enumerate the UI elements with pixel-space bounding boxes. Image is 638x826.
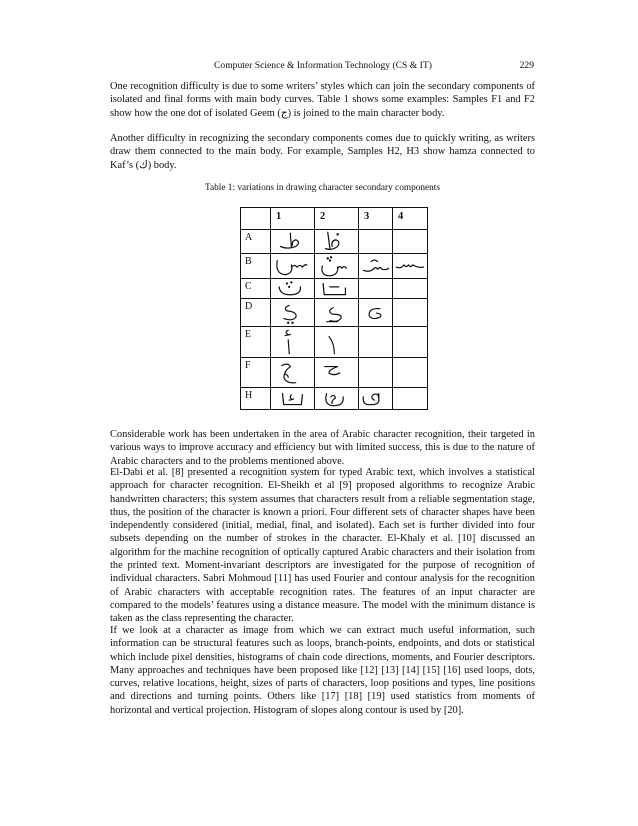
table-row: [241, 230, 428, 254]
sample-e1: [271, 327, 315, 358]
paragraph-2: Another difficulty in recognizing the secondary components comes due to quickly writing, as writers draw them connected to the main body. For example, Samples H2, H3 show hamza connected to Kaf’s (ك) body.: [110, 133, 535, 171]
row-label: H: [241, 388, 271, 410]
sample-f3: [359, 358, 393, 388]
column-header: 2: [315, 208, 359, 230]
table-row: [241, 254, 428, 279]
column-header: 3: [359, 208, 393, 230]
handwritten-kaf-hamza-alt-sample: [359, 388, 392, 409]
sample-d1: [271, 299, 315, 327]
handwritten-sheen-sample: [315, 254, 358, 278]
paragraph-4: El-Dabi et al. [8] presented a recognition system for typed Arabic text, which involves a statistical approach for character recognition. El-Sheikh et al [9] proposed algorithms to recognize Arabic handwritten characters; this system assumes that characters result from a reliable segmentation stage, thus, the position of the character is known a priori. Four different sets of character shapes have been independently considered (initial, medial, final, and isolated). Each set is further divided into four subsets depending on the number of strokes in the character. El-Khaly et al. [10] discussed an algorithm for the machine recognition of optically captured Arabic characters and their isolation from the printed text. Moment-invariant descriptors are investigated for the purpose of recognition of individual characters. Sabri Mohmoud [11] has used Fourier and contour analysis for the recognition of Arabic characters with acceptable recognition rates. The features of an input character are compared to the models’ features using a distance measure. The model with the minimum distance is taken as the class representing the character.: [110, 467, 535, 625]
table-header-row: [241, 208, 428, 230]
handwritten-sheen-medial-sample: [359, 254, 392, 278]
sample-a3: [359, 230, 393, 254]
row-label: A: [241, 230, 271, 254]
paragraph-1: One recognition difficulty is due to some writers’ styles which can join the secondary components of isolated and final forms with main body curves. Table 1 shows some examples: Samples F1 and F2 show how the one dot of isolated Geem (ج) is joined to the main character body.: [110, 81, 535, 119]
handwritten-tah-sample: [271, 230, 314, 253]
handwritten-kaf-sample: [271, 388, 314, 409]
row-label: D: [241, 299, 271, 327]
variations-table: [240, 207, 428, 410]
row-label: B: [241, 254, 271, 279]
header-corner-cell: [241, 208, 271, 230]
column-header: 1: [271, 208, 315, 230]
sample-a4: [393, 230, 428, 254]
handwritten-theh-sample: [271, 279, 314, 298]
handwritten-yeh-alt-sample: [359, 299, 392, 326]
sample-h1: [271, 388, 315, 410]
running-header: [112, 60, 534, 74]
sample-c3: [359, 279, 393, 299]
column-header: 4: [393, 208, 428, 230]
sample-h2: [315, 388, 359, 410]
sample-c4: [393, 279, 428, 299]
sample-d4: [393, 299, 428, 327]
table-row: [241, 388, 428, 410]
handwritten-alef-hamza-sample: [271, 327, 314, 357]
sample-h4: [393, 388, 428, 410]
table-caption: Table 1: variations in drawing character secondary components: [204, 183, 441, 193]
row-label: C: [241, 279, 271, 299]
handwritten-alef-sample: [315, 327, 358, 357]
sample-b1: [271, 254, 315, 279]
handwritten-geem-joined-sample: [315, 358, 358, 387]
handwritten-seen-medial-sample: [393, 254, 427, 278]
sample-d2: [315, 299, 359, 327]
sample-e2: [315, 327, 359, 358]
journal-title: Computer Science & Information Technology (CS & IT): [214, 60, 432, 71]
row-label: E: [241, 327, 271, 358]
sample-e4: [393, 327, 428, 358]
paragraph-3: Considerable work has been undertaken in the area of Arabic character recognition, their targeted in various ways to improve accuracy and efficiency but with limited success, this is due to the nature of Arabic characters and to the problems mentioned above.: [110, 429, 535, 467]
table-row: [241, 358, 428, 388]
sample-f2: [315, 358, 359, 388]
handwritten-teh-sample: [315, 279, 358, 298]
sample-f1: [271, 358, 315, 388]
handwritten-geem-sample: [271, 358, 314, 387]
page-number: 229: [519, 60, 534, 71]
sample-b2: [315, 254, 359, 279]
sample-a2: [315, 230, 359, 254]
sample-b4: [393, 254, 428, 279]
handwritten-zah-sample: [315, 230, 358, 253]
handwritten-yeh-sample: [271, 299, 314, 326]
row-label: F: [241, 358, 271, 388]
sample-c1: [271, 279, 315, 299]
handwritten-seen-sample: [271, 254, 314, 278]
sample-h3: [359, 388, 393, 410]
sample-b3: [359, 254, 393, 279]
paragraph-5: If we look at a character as image from which we can extract much useful information, such information can be structural features such as loops, branch-points, endpoints, and dots or statistical which include pixel densities, histograms of chain code directions, moments, and Fourier descriptors. Many approaches and techniques have been proposed like [12] [13] [14] [15] [16] used loops, dots, curves, relative locations, height, sizes of parts of characters, loop positions and types, line positions and directions and turning points. Others like [17] [18] [19] used statistics from moments of horizontal and vertical projection. Histogram of slopes along contour is used by [20].: [110, 625, 535, 716]
table-row: [241, 279, 428, 299]
table-row: [241, 299, 428, 327]
sample-c2: [315, 279, 359, 299]
handwritten-kaf-hamza-sample: [315, 388, 358, 409]
sample-d3: [359, 299, 393, 327]
sample-f4: [393, 358, 428, 388]
table-row: [241, 327, 428, 358]
handwritten-yeh-joined-sample: [315, 299, 358, 326]
sample-a1: [271, 230, 315, 254]
sample-e3: [359, 327, 393, 358]
